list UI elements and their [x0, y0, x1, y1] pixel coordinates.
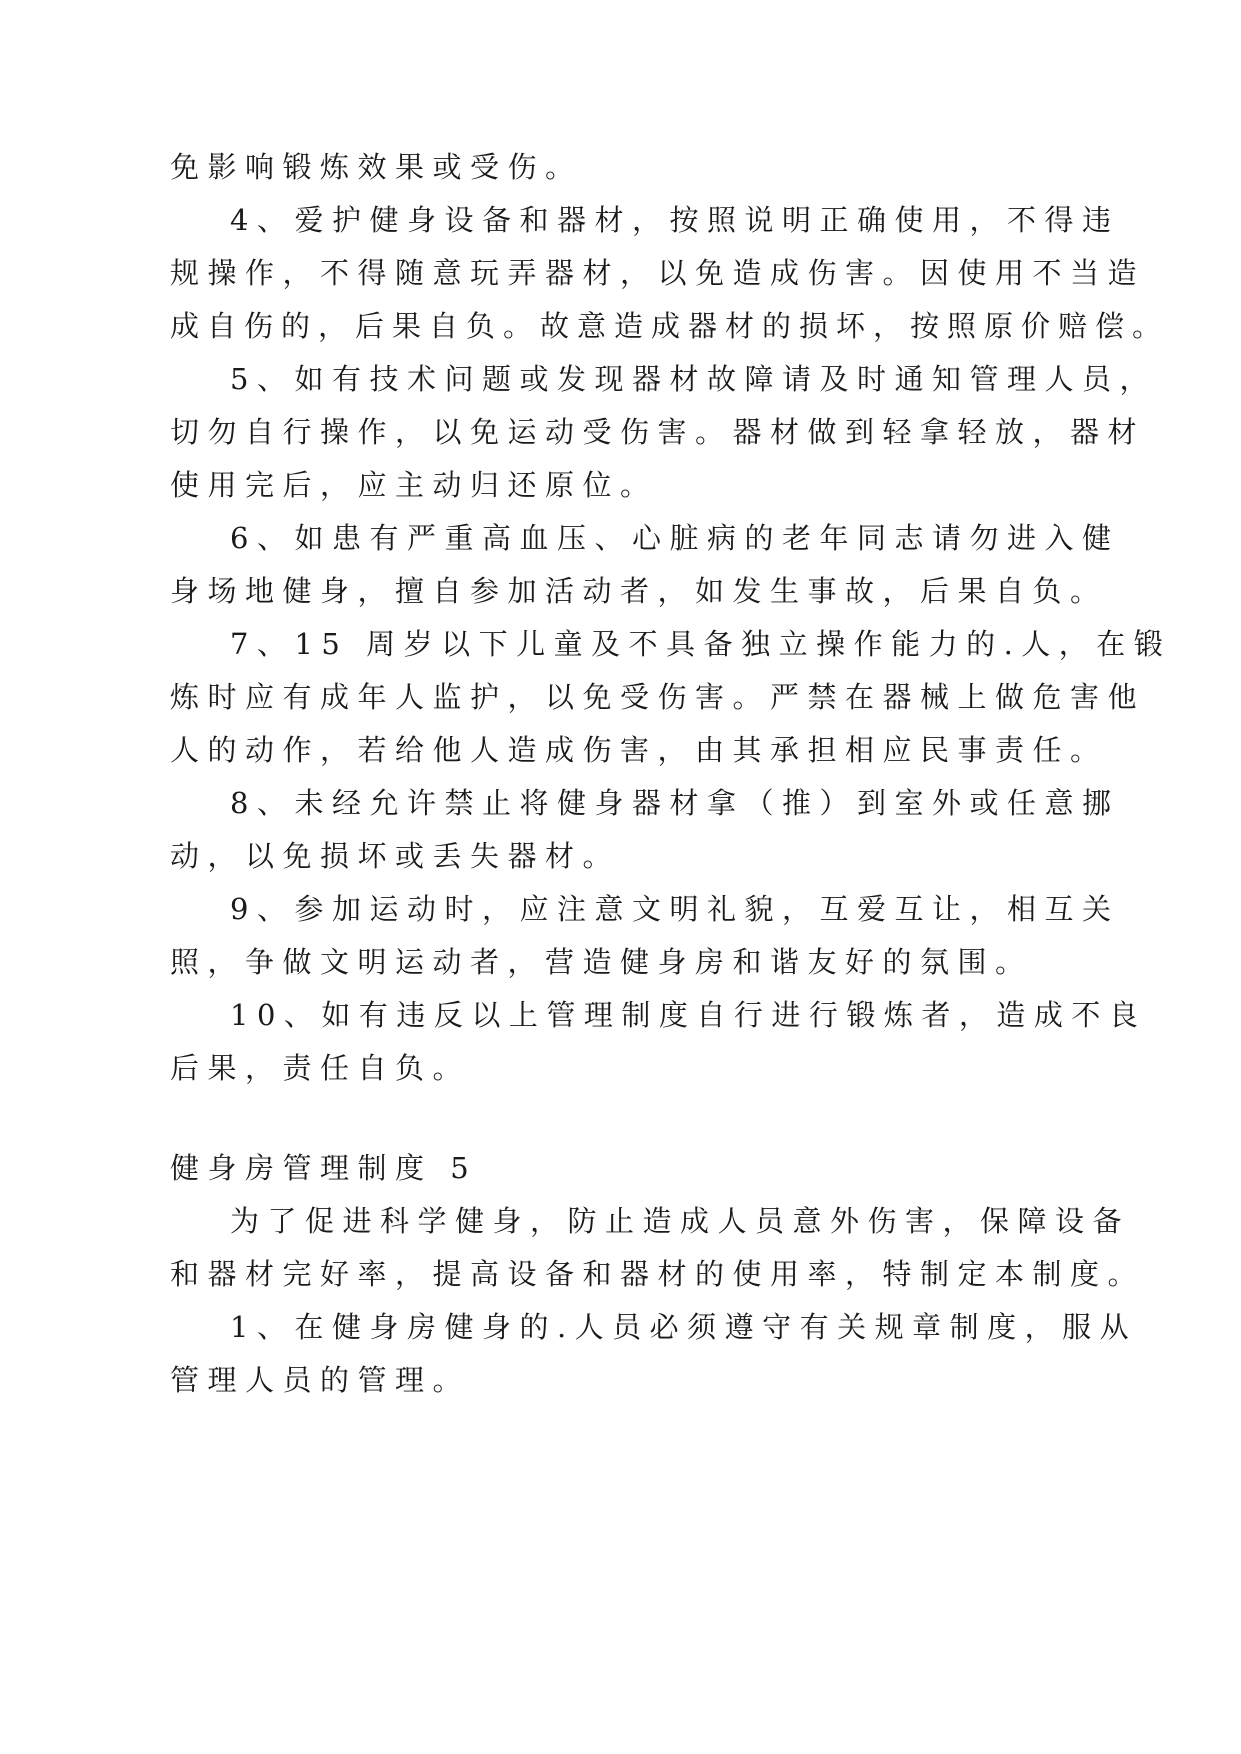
text-line: 使用完后，应主动归还原位。 [170, 468, 658, 502]
text-line: 炼时应有成年人监护，以免受伤害。严禁在器械上做危害他 [170, 680, 1146, 714]
text-line: 4、爱护健身设备和器材，按照说明正确使用，不得违 [230, 203, 1120, 237]
text-line: 人的动作，若给他人造成伤害，由其承担相应民事责任。 [170, 733, 1108, 767]
text-line: 8、未经允许禁止将健身器材拿（推）到室外或任意挪 [230, 786, 1120, 820]
text-line: 后果，责任自负。 [170, 1051, 471, 1085]
section-heading: 健身房管理制度 5 [170, 1151, 478, 1185]
text-line: 和器材完好率，提高设备和器材的使用率，特制定本制度。 [170, 1257, 1146, 1291]
text-line: 9、参加运动时，应注意文明礼貌，互爱互让，相互关 [230, 892, 1120, 926]
text-line: 动，以免损坏或丢失器材。 [170, 839, 621, 873]
text-line: 管理人员的管理。 [170, 1363, 471, 1397]
text-line: 7、15 周岁以下儿童及不具备独立操作能力的.人，在锻 [230, 627, 1172, 661]
text-line: 切勿自行操作，以免运动受伤害。器材做到轻拿轻放，器材 [170, 415, 1146, 449]
text-line: 身场地健身，擅自参加活动者，如发生事故，后果自负。 [170, 574, 1108, 608]
text-line: 6、如患有严重高血压、心脏病的老年同志请勿进入健 [230, 521, 1120, 555]
text-line: 成自伤的，后果自负。故意造成器材的损坏，按照原价赔偿。 [170, 309, 1170, 343]
text-line: 免影响锻炼效果或受伤。 [170, 150, 583, 184]
text-line: 规操作，不得随意玩弄器材，以免造成伤害。因使用不当造 [170, 256, 1146, 290]
text-line: 10、如有违反以上管理制度自行进行锻炼者，造成不良 [230, 998, 1147, 1032]
text-line: 5、如有技术问题或发现器材故障请及时通知管理人员， [230, 362, 1157, 396]
text-line: 为了促进科学健身，防止造成人员意外伤害，保障设备 [230, 1204, 1131, 1238]
text-line: 1、在健身房健身的.人员必须遵守有关规章制度，服从 [230, 1310, 1138, 1344]
text-line: 照，争做文明运动者，营造健身房和谐友好的氛围。 [170, 945, 1033, 979]
